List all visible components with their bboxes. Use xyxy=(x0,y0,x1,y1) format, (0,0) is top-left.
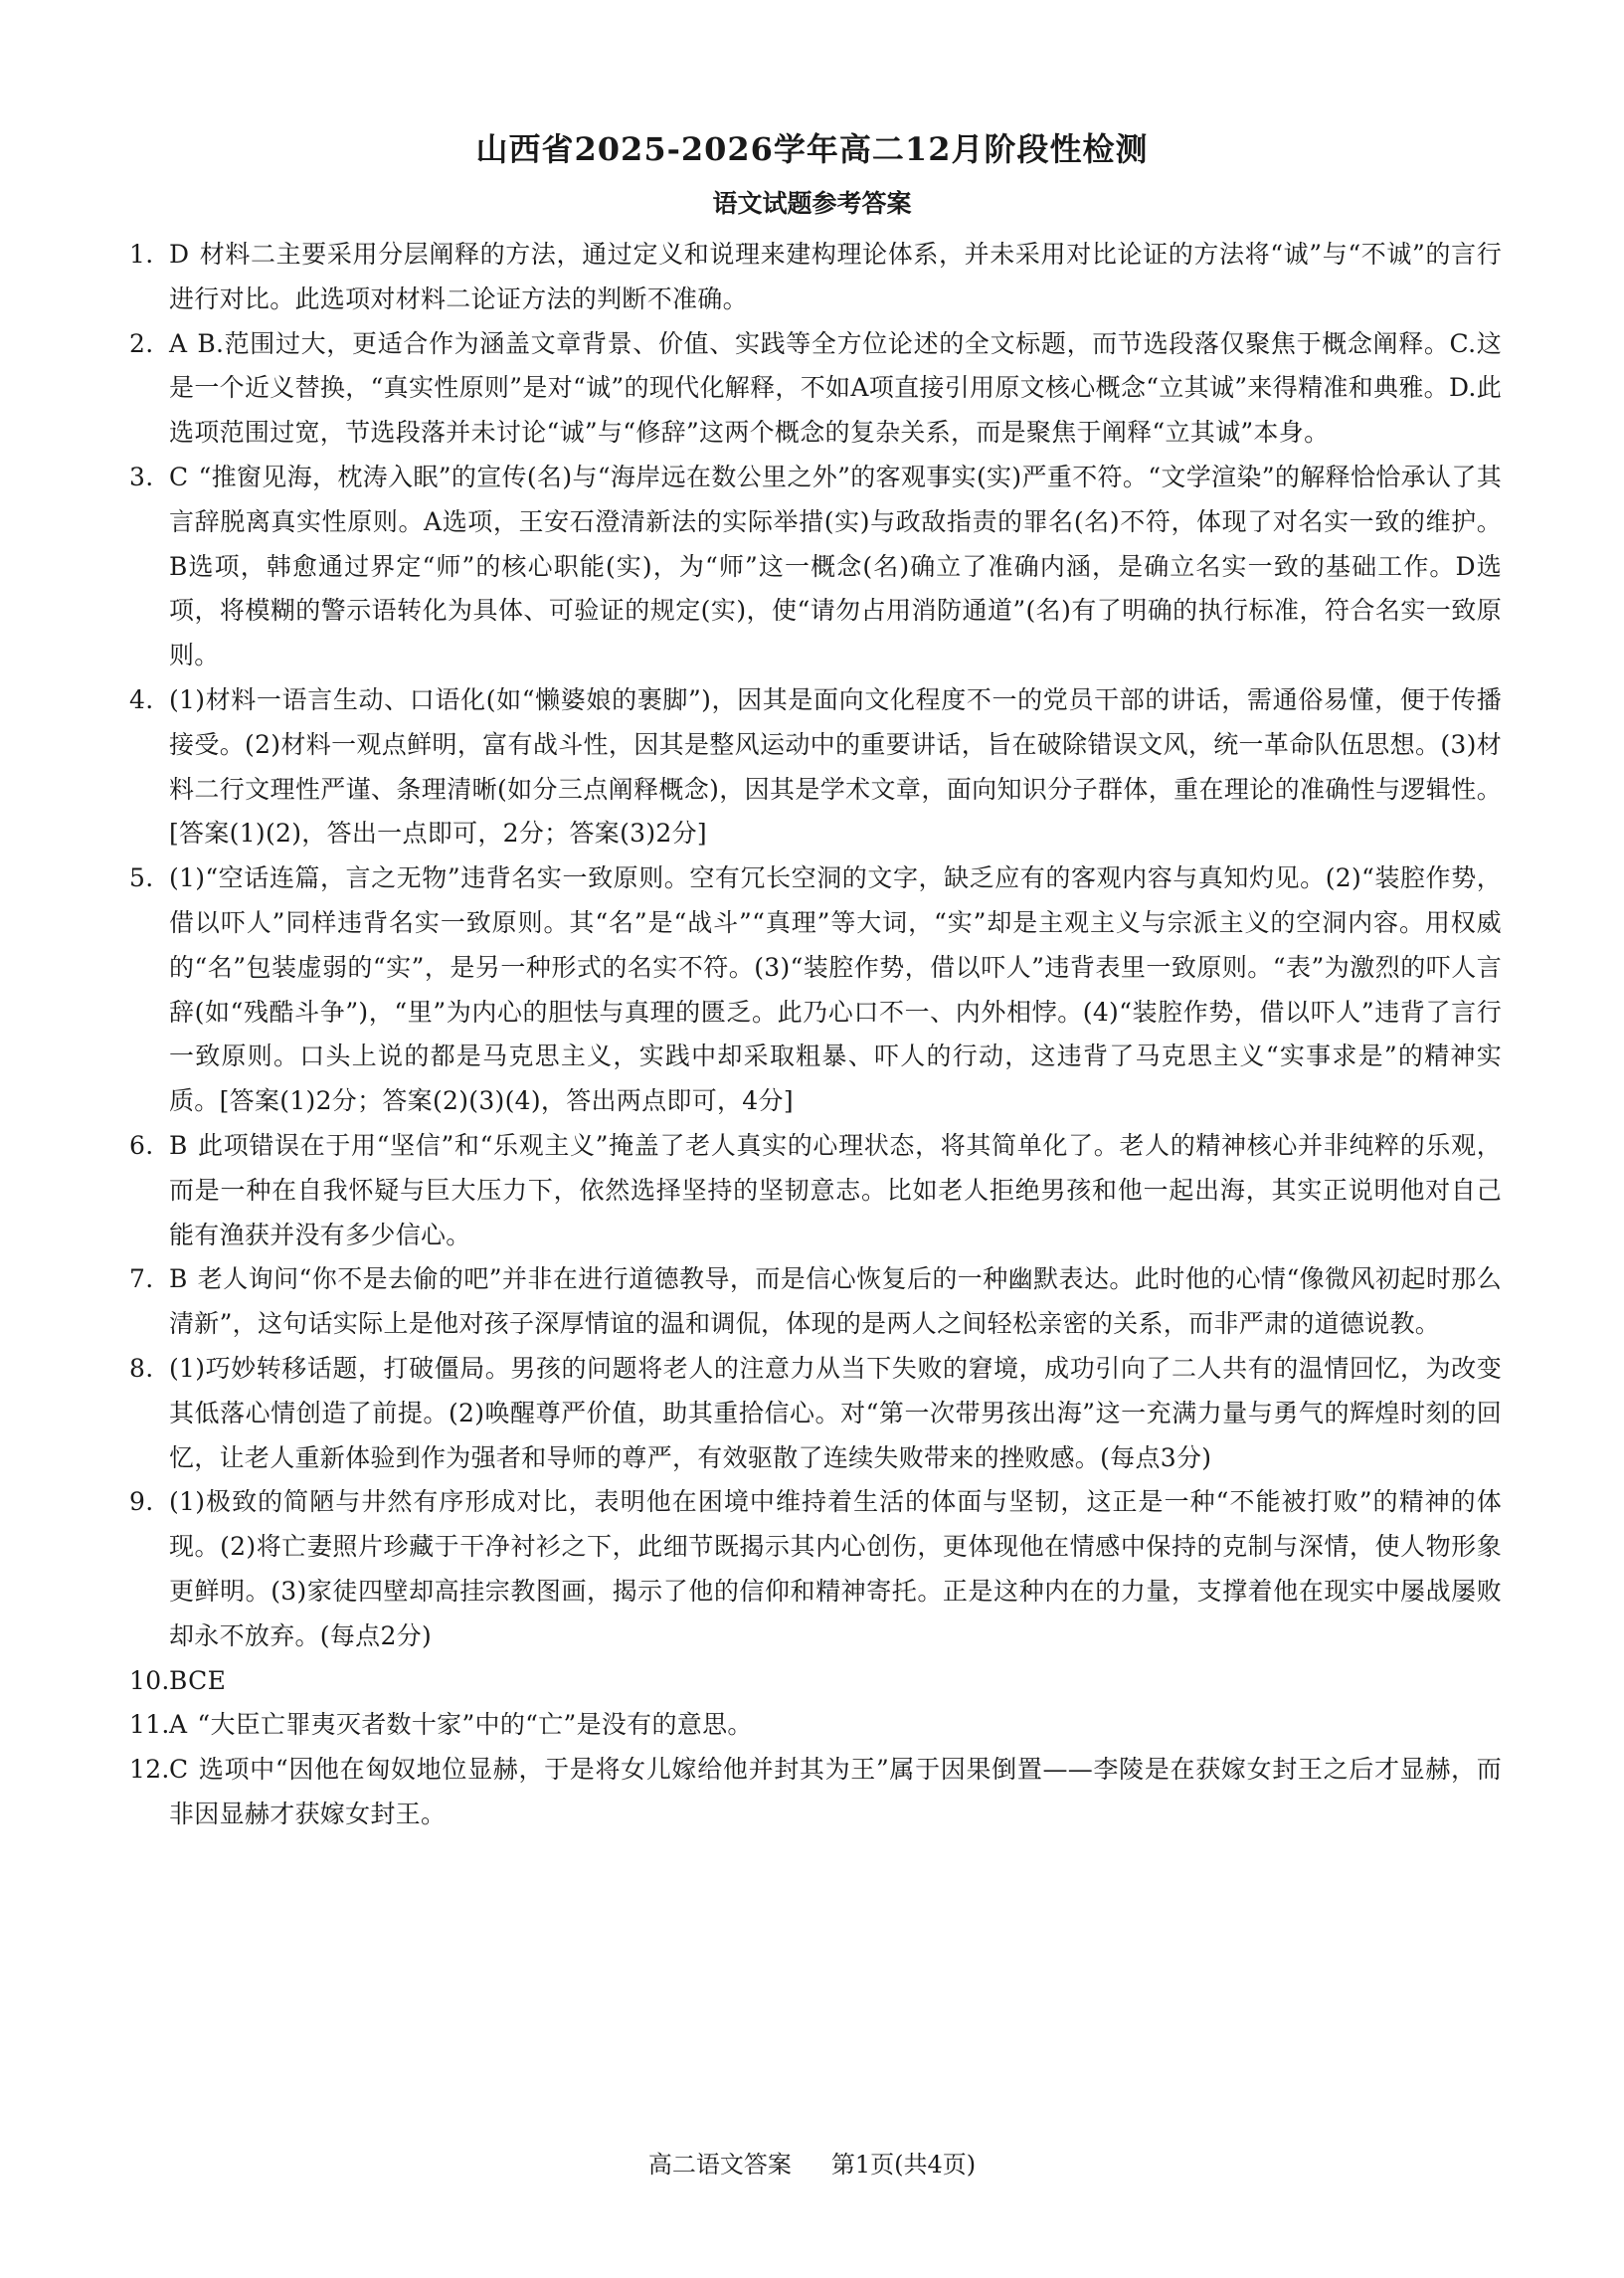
answer-number: 6. xyxy=(129,1130,154,1160)
answer-number: 8. xyxy=(129,1353,154,1383)
footer-page-number: 第1页(共4页) xyxy=(830,2151,977,2179)
answer-list xyxy=(129,233,1502,1837)
answer-explanation: 此项错误在于用“坚信”和“乐观主义”掩盖了老人真实的心理状态，将其简单化了。老人的精神核心并非纯粹的乐观，而是一种在自我怀疑与巨大压力下，依然选择坚持的坚韧意志。比如老人拒绝男孩和他一起出海，其实正说明他对自己能有渔获并没有多少信心。 xyxy=(169,1130,1502,1249)
answer-explanation: (1)“空话连篇，言之无物”违背名实一致原则。空有冗长空洞的文字，缺乏应有的客观内容与真知灼见。(2)“装腔作势，借以吓人”同样违背名实一致原则。其“名”是“战斗”“真理”等大词，“实”却是主观主义与宗派主义的空洞内容。用权威的“名”包装虚弱的“实”，是另一种形式的名实不符。(3)“装腔作势，借以吓人”违背表里一致原则。“表”为激烈的吓人言辞(如“残酷斗争”)，“里”为内心的胆怯与真理的匮乏。此乃心口不一、内外相悖。(4)“装腔作势，借以吓人”违背了言行一致原则。口头上说的都是马克思主义，实践中却采取粗暴、吓人的行动，这违背了马克思主义“实事求是”的精神实质。[答案(1)2分；答案(2)(3)(4)，答出两点即可，4分] xyxy=(169,863,1502,1116)
answer-number: 11. xyxy=(129,1710,170,1740)
answer-item-10 xyxy=(129,1659,1502,1704)
answer-item-2 xyxy=(129,322,1502,456)
answer-explanation: 选项中“因他在匈奴地位显赫，于是将女儿嫁给他并封其为王”属于因果倒置——李陵是在获嫁女封王之后才显赫，而非因显赫才获嫁女封王。 xyxy=(169,1755,1502,1828)
answer-explanation: “大臣亡罪夷灭者数十家”中的“亡”是没有的意思。 xyxy=(197,1710,753,1740)
answer-item-6 xyxy=(129,1124,1502,1257)
answer-item-12 xyxy=(129,1748,1502,1837)
answer-number: 12. xyxy=(129,1755,170,1785)
answer-explanation: “推窗见海，枕涛入眠”的宣传(名)与“海岸远在数公里之外”的客观事实(实)严重不符。“文学渲染”的解释恰恰承认了其言辞脱离真实性原则。A选项，王安石澄清新法的实际举措(实)与政敌指责的罪名(名)不符，体现了对名实一致的维护。B选项，韩愈通过界定“师”的核心职能(实)，为“师”这一概念(名)确立了准确内涵，是确立名实一致的基础工作。D选项，将模糊的警示语转化为具体、可验证的规定(实)，使“请勿占用消防通道”(名)有了明确的执行标准，符合名实一致原则。 xyxy=(169,462,1502,670)
answer-item-9 xyxy=(129,1480,1502,1658)
document-subtitle: 语文试题参考答案 xyxy=(712,189,912,218)
answer-explanation: (1)材料一语言生动、口语化(如“懒婆娘的裹脚”)，因其是面向文化程度不一的党员干部的讲话，需通俗易懂，便于传播接受。(2)材料一观点鲜明，富有战斗性，因其是整风运动中的重要讲话，旨在破除错误文风，统一革命队伍思想。(3)材料二行文理性严谨、条理清晰(如分三点阐释概念)，因其是学术文章，面向知识分子群体，重在理论的准确性与逻辑性。[答案(1)(2)，答出一点即可，2分；答案(3)2分] xyxy=(169,684,1502,849)
answer-item-8 xyxy=(129,1347,1502,1480)
answer-number: 4. xyxy=(129,684,154,714)
answer-explanation: (1)巧妙转移话题，打破僵局。男孩的问题将老人的注意力从当下失败的窘境，成功引向了二人共有的温情回忆，为改变其低落心情创造了前提。(2)唤醒尊严价值，助其重拾信心。对“第一次带男孩出海”这一充满力量与勇气的辉煌时刻的回忆，让老人重新体验到作为强者和导师的尊严，有效驱散了连续失败带来的挫败感。(每点3分) xyxy=(169,1353,1502,1472)
answer-number: 5. xyxy=(129,863,154,893)
page-footer xyxy=(0,2149,1624,2181)
answer-key: A xyxy=(169,328,188,358)
footer-subject: 高二语文答案 xyxy=(647,2151,792,2179)
answer-number: 7. xyxy=(129,1264,154,1294)
answer-explanation: B.范围过大，更适合作为涵盖文章背景、价值、实践等全方位论述的全文标题，而节选段落仅聚焦于概念阐释。C.这是一个近义替换，“真实性原则”是对“诚”的现代化解释，不如A项直接引用原文核心概念“立其诚”来得精准和典雅。D.此选项范围过宽，节选段落并未讨论“诚”与“修辞”这两个概念的复杂关系，而是聚焦于阐释“立其诚”本身。 xyxy=(169,328,1503,448)
answer-number: 2. xyxy=(129,328,154,358)
answer-number: 9. xyxy=(129,1487,154,1517)
answer-item-7 xyxy=(129,1257,1502,1347)
answer-explanation: (1)极致的简陋与井然有序形成对比，表明他在困境中维持着生活的体面与坚韧，这正是一种“不能被打败”的精神的体现。(2)将亡妻照片珍藏于干净衬衫之下，此细节既揭示其内心创伤，更体现他在情感中保持的克制与深情，使人物形象更鲜明。(3)家徒四壁却高挂宗教图画，揭示了他的信仰和精神寄托。正是这种内在的力量，支撑着他在现实中屡战屡败却永不放弃。(每点2分) xyxy=(169,1487,1502,1650)
answer-item-1 xyxy=(129,233,1502,322)
answer-explanation: 材料二主要采用分层阐释的方法，通过定义和说理来建构理论体系，并未采用对比论证的方法将“诚”与“不诚”的言行进行对比。此选项对材料二论证方法的判断不准确。 xyxy=(169,240,1502,313)
answer-key: D xyxy=(169,240,190,269)
document-title: 山西省2025-2026学年高二12月阶段性检测 xyxy=(475,130,1149,168)
answer-number: 3. xyxy=(129,462,154,491)
answer-number: 1. xyxy=(129,240,154,269)
answer-key: C xyxy=(169,462,189,491)
answer-number: 10. xyxy=(129,1665,170,1695)
answer-item-3 xyxy=(129,456,1502,678)
answer-key: B xyxy=(169,1130,188,1160)
answer-key: B xyxy=(169,1264,188,1294)
answer-item-4 xyxy=(129,678,1502,856)
answer-key: C xyxy=(169,1755,189,1785)
answer-item-5 xyxy=(129,856,1502,1124)
answer-key: A xyxy=(169,1710,188,1740)
answer-item-11 xyxy=(129,1703,1502,1748)
answer-explanation: 老人询问“你不是去偷的吧”并非在进行道德教导，而是信心恢复后的一种幽默表达。此时他的心情“像微风初起时那么清新”，这句话实际上是他对孩子深厚情谊的温和调侃，体现的是两人之间轻松亲密的关系，而非严肃的道德说教。 xyxy=(169,1264,1502,1339)
answer-key: BCE xyxy=(169,1665,227,1695)
